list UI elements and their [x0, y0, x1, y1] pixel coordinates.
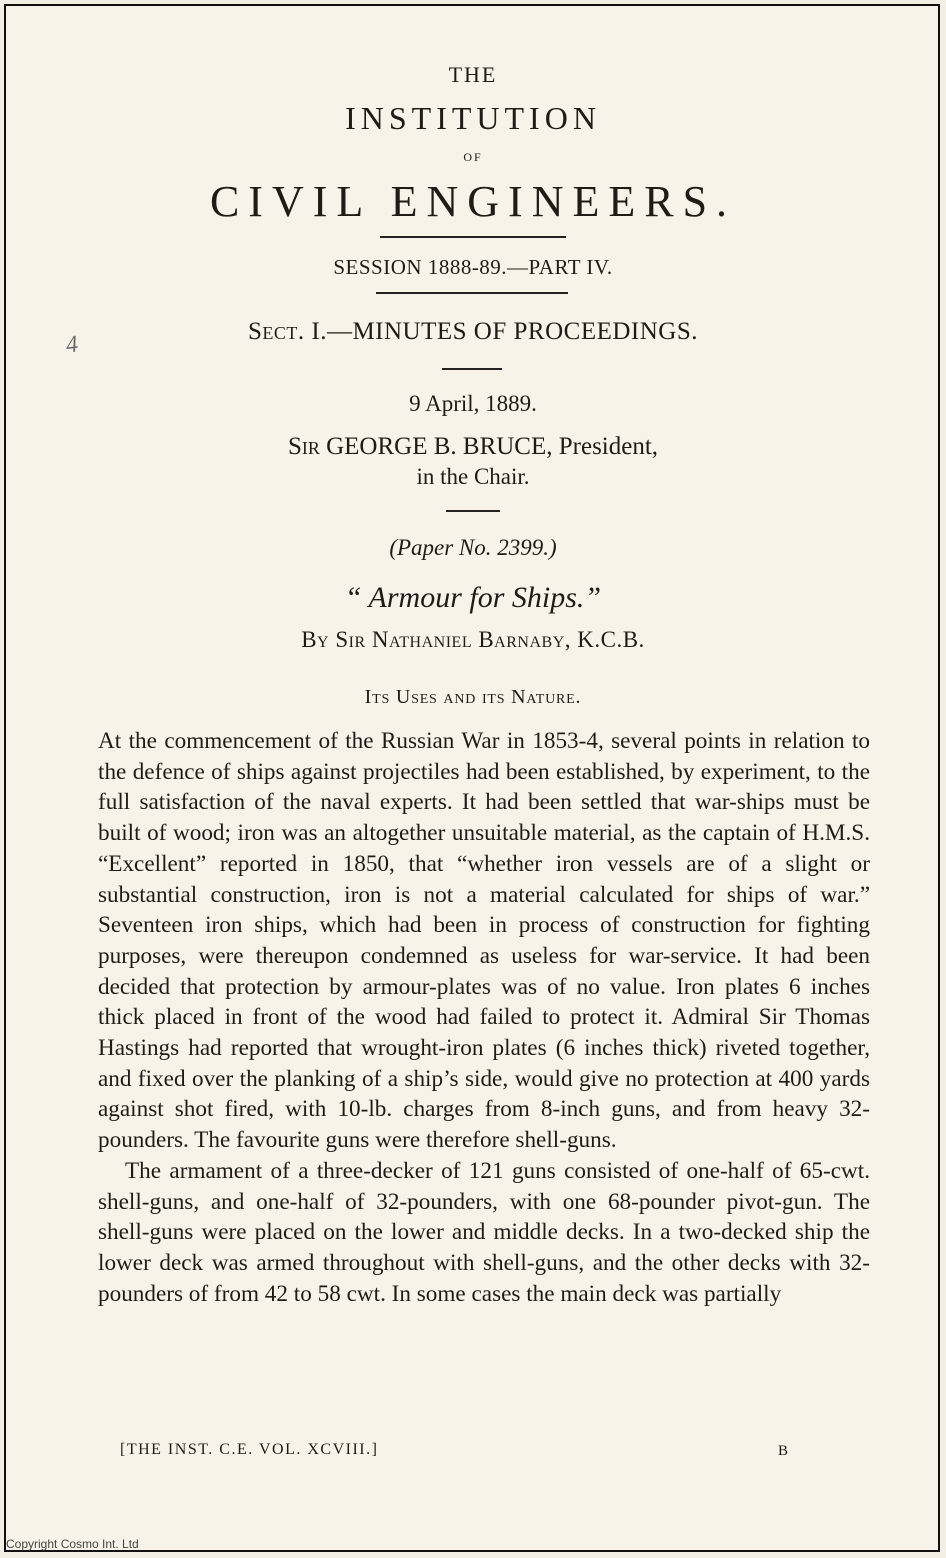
chair-name: GEORGE B. BRUCE, President,	[319, 433, 659, 460]
session-line: SESSION 1888-89.—PART IV.	[333, 255, 613, 279]
session-divider	[376, 292, 568, 294]
paragraph-1: At the commencement of the Russian War in 1853-4, several points in relation to the defence of ships against projectiles had been established, by experiment, to the full satisfaction of the naval experts. It had been settled that war-ships must be built of wood; iron was an altogether unsuitable material, as the captain of H.M.S. “Excellent” reported in 1850, that “whether iron vessels are of a slight or substantial construction, iron is not a material calculated for ships of war.” Seventeen iron ships, which had been in process of construction for fighting purposes, were thereupon condemned as useless for war-service. It had been decided that protection by armour-plates was of no value. Iron plates 6 inches thick placed in front of the wood had failed to protect it. Admiral Sir Thomas Hastings had reported that wrought-iron plates (6 inches thick) riveted together, and fixed over the planking of a ship’s side, would give no protection at 400 yards against shot fired, with 10-lb. charges from 8-inch guns, and from heavy 32-pounders. The favourite guns were therefore shell-guns.	[98, 728, 870, 1154]
section-heading	[0, 318, 946, 346]
chair-line-1	[0, 433, 946, 461]
paper-author: By Sir Nathaniel Barnaby, K.C.B.	[301, 627, 645, 652]
sect-prefix: Sect.	[247, 318, 305, 345]
chair-divider	[446, 510, 500, 512]
paper-title: “ Armour for Ships.”	[344, 581, 602, 614]
header-civil-engineers: CIVIL ENGINEERS.	[209, 177, 737, 226]
header-the: THE	[448, 62, 498, 87]
header-institution: INSTITUTION	[345, 100, 601, 136]
meeting-date: 9 April, 1889.	[409, 391, 537, 416]
paper-section-heading: Its Uses and its Nature.	[364, 686, 582, 708]
sect-title: I.—MINUTES OF PROCEEDINGS.	[304, 318, 699, 345]
body-text	[98, 726, 870, 1309]
copyright-watermark: Copyright Cosmo Int. Ltd	[6, 1537, 139, 1551]
pencil-annotation: 4	[64, 331, 80, 359]
footer-signature: B	[778, 1443, 789, 1459]
header-divider	[380, 236, 566, 238]
chair-line-2: in the Chair.	[416, 464, 530, 489]
sect-divider	[442, 368, 502, 370]
footer-volume: [THE INST. C.E. VOL. XCVIII.]	[120, 1441, 379, 1458]
header-of: OF	[463, 150, 483, 164]
paper-number: (Paper No. 2399.)	[389, 535, 557, 560]
chair-prefix: Sir	[287, 433, 320, 460]
paragraph-2: The armament of a three-decker of 121 guns consisted of one-half of 65-cwt. shell-guns, and one-half of 32-pounders, with one 68-pounder pivot-gun. The shell-guns were placed on the lower and middle decks. In a two-decked ship the lower deck was armed throughout with shell-guns, and the other decks with 32-pounders of from 42 to 58 cwt. In some cases the main deck was partially	[98, 1157, 870, 1307]
